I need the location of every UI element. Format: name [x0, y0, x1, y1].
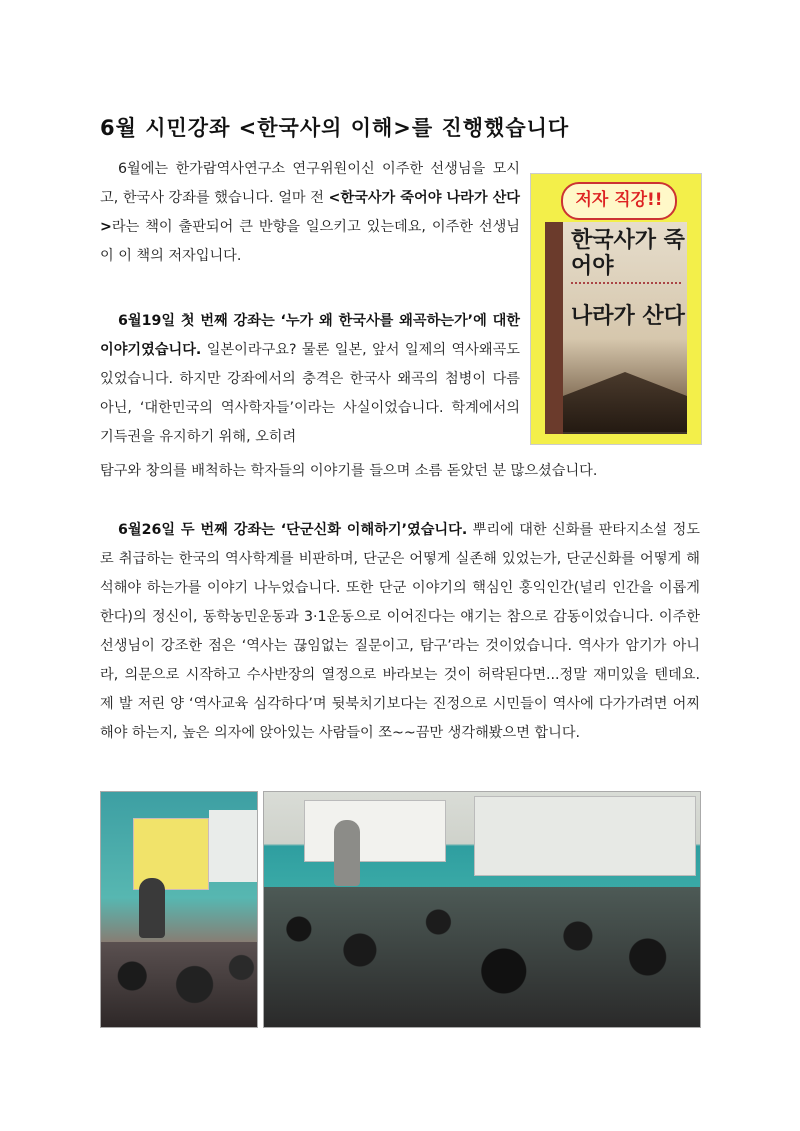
- book-spine: [545, 222, 563, 434]
- book-cover-image: [530, 173, 702, 445]
- page-title: 6월 시민강좌 <한국사의 이해>를 진행했습니다: [100, 116, 570, 140]
- whiteboard-left: [304, 800, 446, 862]
- intro-paragraph: [100, 155, 520, 271]
- lecture2-heading: 6월26일 두 번째 강좌는 ‘단군신화 이해하기’였습니다.: [118, 522, 468, 538]
- book-title-bold: <한국사가 죽어야 나라가 산다>: [100, 190, 521, 235]
- book-cover: [545, 222, 687, 434]
- lecturer-figure: [139, 878, 165, 938]
- whiteboard: [209, 810, 257, 882]
- palace-roof-graphic: [563, 372, 687, 432]
- intro-text-a: 6월에는 한가람역사연구소 연구위원이신 이주한 선생님을 모시고, 한국사 강좌를 했습니다. 얼마 전: [100, 161, 520, 206]
- intro-text-c: 라는 책이 출판되어 큰 반향을 일으키고 있는데요, 이주한 선생님이 이 책의 저자입니다.: [100, 219, 520, 264]
- lecture-photo-right: [263, 791, 701, 1028]
- lecture1-paragraph: [100, 307, 520, 452]
- author-lecture-badge: 저자 직강!!: [561, 182, 677, 220]
- lecture2-body: 뿌리에 대한 신화를 판타지소설 정도로 취급하는 한국의 역사학계를 비판하며, 단군은 어떻게 실존해 있었는가, 단군신화를 어떻게 해석해야 하는가를 이야기 나누었습니다. 또한 단군 이야기의 핵심인 홍익인간(널리 인간을 이롭게 한다)의 정신이, 동학농민운동과 3·1운동으로 이어진다는 얘기는 참으로 감동이었습니다. 이주한 선생님이 강조한 점은 ‘역사는 끊임없는 질문이고, 탐구’라는 것이었습니다. 역사가 암기가 아니라, 의문으로 시작하고 수사반장의 열정으로 바라보는 것이 허락된다면...정말 재미있을 텐데요. 제 발 저린 양 ‘역사교육 심각하다’며 뒷북치기보다는 진정으로 시민들이 역사에 다가가려면 어찌해야 하는지, 높은 의자에 앉아있는 사람들이 쪼~~끔만 생각해봤으면 합니다.: [100, 522, 700, 741]
- lecture2-paragraph: [100, 516, 700, 748]
- book-cover-title-top: 한국사가 죽어야: [571, 228, 685, 279]
- audience-figures: [101, 942, 257, 1027]
- lecture1-body: 일본이라구요? 물론 일본, 앞서 일제의 역사왜곡도 있었습니다. 하지만 강좌에서의 충격은 한국사 왜곡의 첨병이 다름 아닌, ‘대한민국의 역사학자들’이라는 사실이었습니다. 학계에서의 기득권을 유지하기 위해, 오히려: [100, 342, 520, 445]
- lecture1-paragraph-tail: 탐구와 창의를 배척하는 학자들의 이야기를 들으며 소름 돋았던 분 많으셨습니다.: [100, 463, 598, 479]
- speaker-figure: [334, 820, 360, 886]
- lecture-photo-left: [100, 791, 258, 1028]
- audience-figures: [264, 887, 700, 1027]
- book-cover-title-bottom: 나라가 산다: [571, 304, 685, 329]
- whiteboard-right: [474, 796, 696, 876]
- book-cover-subtitle-line: [571, 282, 681, 298]
- lecture1-heading: 6월19일 첫 번째 강좌는 ‘누가 왜 한국사를 왜곡하는가’에 대한 이야기였습니다.: [100, 313, 520, 358]
